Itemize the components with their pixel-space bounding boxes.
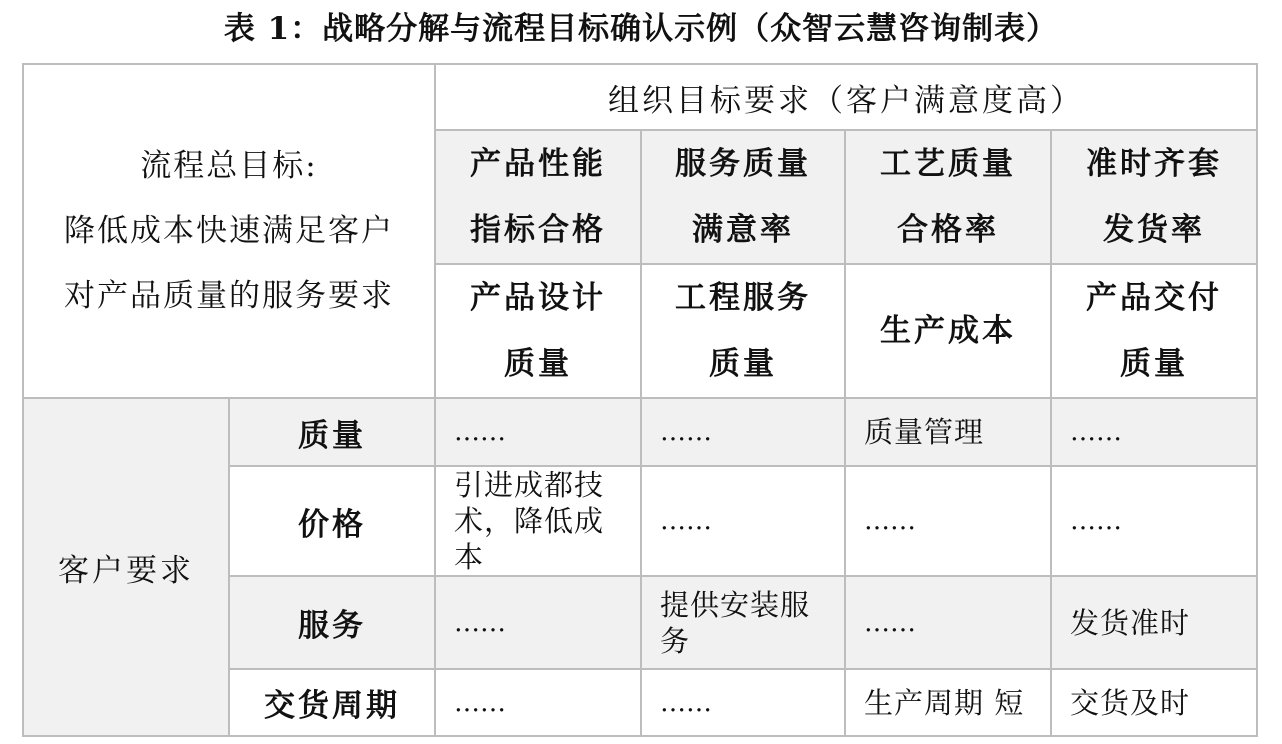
process-line: 质量 (504, 346, 572, 382)
category-label: 价格 (229, 466, 435, 576)
process-goal-line: 对产品质量的服务要求 (64, 277, 394, 314)
process-line: 工程服务 (675, 280, 811, 316)
matrix-cell: 生产周期 短 (845, 669, 1051, 736)
process-line: 产品设计 (470, 280, 606, 316)
target-line: 满意率 (692, 212, 794, 248)
matrix-cell: …… (435, 398, 641, 466)
target-cell (435, 130, 641, 264)
matrix-cell: …… (1051, 466, 1257, 576)
category-label: 交货周期 (229, 669, 435, 736)
customer-req-label: 客户要求 (23, 398, 229, 736)
matrix-cell: …… (845, 466, 1051, 576)
process-line: 质量 (709, 346, 777, 382)
process-line: 质量 (1120, 346, 1188, 382)
target-cell (845, 130, 1051, 264)
table-title: 表 1：战略分解与流程目标确认示例（众智云慧咨询制表） (223, 11, 1059, 47)
target-line: 产品性能 (470, 146, 606, 182)
process-cell (641, 264, 845, 398)
target-line: 合格率 (897, 212, 999, 248)
process-cell (1051, 264, 1257, 398)
matrix-cell: 发货准时 (1051, 576, 1257, 669)
target-line: 指标合格 (470, 212, 606, 248)
target-line: 工艺质量 (880, 146, 1016, 182)
process-line: 产品交付 (1086, 280, 1222, 316)
category-label: 质量 (229, 398, 435, 466)
matrix-cell: …… (435, 669, 641, 736)
process-line: 生产成本 (880, 313, 1016, 349)
matrix-cell: …… (1051, 398, 1257, 466)
process-goal-line: 流程总目标: (140, 147, 318, 184)
target-cell (641, 130, 845, 264)
target-line: 发货率 (1103, 212, 1205, 248)
matrix-cell: …… (641, 398, 845, 466)
process-cell (435, 264, 641, 398)
category-label: 服务 (229, 576, 435, 669)
process-goal-cell (23, 64, 435, 398)
matrix-cell: …… (435, 576, 641, 669)
strategy-decomposition-table (22, 63, 1258, 737)
matrix-cell: 交货及时 (1051, 669, 1257, 736)
target-cell (1051, 130, 1257, 264)
matrix-cell: …… (641, 466, 845, 576)
matrix-cell: 引进成都技术，降低成本 (435, 466, 641, 576)
process-cell (845, 264, 1051, 398)
matrix-cell: …… (641, 669, 845, 736)
matrix-cell: 质量管理 (845, 398, 1051, 466)
target-line: 准时齐套 (1086, 146, 1222, 182)
matrix-cell: …… (845, 576, 1051, 669)
matrix-cell: 提供安装服务 (641, 576, 845, 669)
org-target-header: 组织目标要求（客户满意度高） (435, 64, 1257, 130)
process-goal-line: 降低成本快速满足客户 (64, 212, 394, 249)
target-line: 服务质量 (675, 146, 811, 182)
